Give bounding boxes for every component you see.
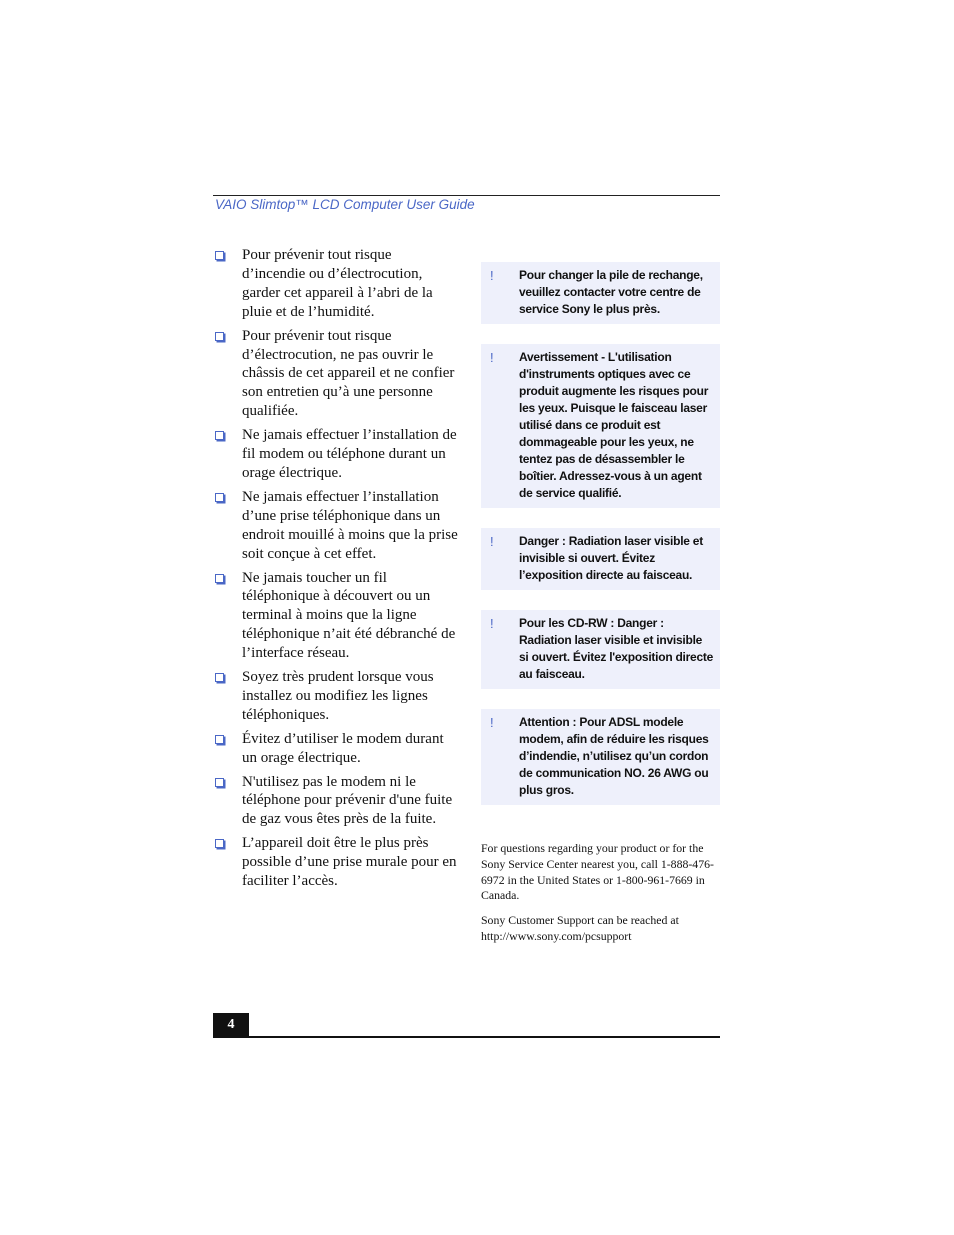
warning-note	[481, 610, 720, 689]
list-item	[213, 569, 458, 664]
checkbox-bullet-icon	[215, 431, 224, 440]
page-number: 4	[213, 1013, 249, 1036]
list-item-text: Pour prévenir tout risque d’incendie ou d’électrocution, garder cet appareil à l’abri de la pluie et de l’humidité.	[242, 247, 433, 320]
warning-note	[481, 528, 720, 590]
list-item-text: Évitez d’utiliser le modem durant un orage électrique.	[242, 730, 444, 766]
warning-note-text: Danger : Radiation laser visible et invisible si ouvert. Évitez l’exposition directe au faisceau.	[519, 534, 703, 582]
list-item	[213, 834, 458, 891]
list-item-text: Pour prévenir tout risque d’électrocution, ne pas ouvrir le châssis de cet appareil et ne confier son entretien qu’à une personne qualifiée.	[242, 327, 455, 420]
list-item	[213, 488, 458, 564]
contact-paragraph: For questions regarding your product or for the Sony Service Center nearest you, call 1-888-476-6972 in the United States or 1-800-961-7669 in Canada.	[481, 841, 714, 903]
warning-note-text: Avertissement - L'utilisation d'instruments optiques avec ce produit augmente les risques pour les yeux. Puisque le faisceau laser utilisé dans ce produit est dommageable pour les yeux, ne tentez pas de désassembler le boîtier. Adressez-vous à un agent de service qualifié.	[519, 350, 709, 500]
header-rule	[213, 195, 720, 196]
warning-note	[481, 262, 720, 324]
list-item	[213, 668, 458, 725]
warning-note-text: Pour les CD-RW : Danger : Radiation laser visible et invisible si ouvert. Évitez l'exposition directe au faisceau.	[519, 616, 714, 681]
exclamation-icon: !	[490, 350, 494, 365]
warning-note	[481, 344, 720, 508]
support-paragraph: Sony Customer Support can be reached at http://www.sony.com/pcsupport	[481, 913, 679, 943]
checkbox-bullet-icon	[215, 251, 224, 260]
checkbox-bullet-icon	[215, 735, 224, 744]
footer-rule	[213, 1036, 720, 1038]
list-item	[213, 246, 458, 322]
list-item	[213, 773, 458, 830]
list-item-text: L’appareil doit être le plus près possible d’une prise murale pour en faciliter l’accès.	[242, 835, 457, 890]
exclamation-icon: !	[490, 715, 494, 730]
list-item	[213, 327, 458, 422]
checkbox-bullet-icon	[215, 673, 224, 682]
checkbox-bullet-icon	[215, 839, 224, 848]
checkbox-bullet-icon	[215, 493, 224, 502]
list-item-text: Ne jamais effectuer l’installation de fil modem ou téléphone durant un orage électrique.	[242, 427, 457, 481]
document-title: VAIO Slimtop™ LCD Computer User Guide	[215, 197, 475, 212]
checkbox-bullet-icon	[215, 332, 224, 341]
warning-note-text: Pour changer la pile de rechange, veuillez contacter votre centre de service Sony le plus près.	[519, 268, 703, 316]
checkbox-bullet-icon	[215, 574, 224, 583]
warning-note-text: Attention : Pour ADSL modele modem, afin de réduire les risques d’indendie, n’utilisez qu’un cordon de communication NO. 26 AWG ou plus gros.	[519, 715, 709, 797]
warning-note	[481, 709, 720, 805]
list-item-text: Ne jamais toucher un fil téléphonique à découvert ou un terminal à moins que la ligne téléphonique n’ait été débranché de l’interface réseau.	[242, 569, 456, 662]
checkbox-bullet-icon	[215, 778, 224, 787]
safety-bullet-list	[213, 246, 458, 896]
exclamation-icon: !	[490, 534, 494, 549]
contact-info	[481, 841, 721, 954]
list-item	[213, 730, 458, 768]
exclamation-icon: !	[490, 268, 494, 283]
list-item-text: N'utilisez pas le modem ni le téléphone pour prévenir d'une fuite de gaz vous êtes près de la fuite.	[242, 773, 453, 828]
list-item	[213, 426, 458, 483]
exclamation-icon: !	[490, 616, 494, 631]
list-item-text: Ne jamais effectuer l’installation d’une prise téléphonique dans un endroit mouillé à moins que la prise soit conçue à cet effet.	[242, 488, 458, 562]
list-item-text: Soyez très prudent lorsque vous installez ou modifiez les lignes téléphoniques.	[242, 669, 434, 723]
warning-notes	[481, 262, 720, 825]
